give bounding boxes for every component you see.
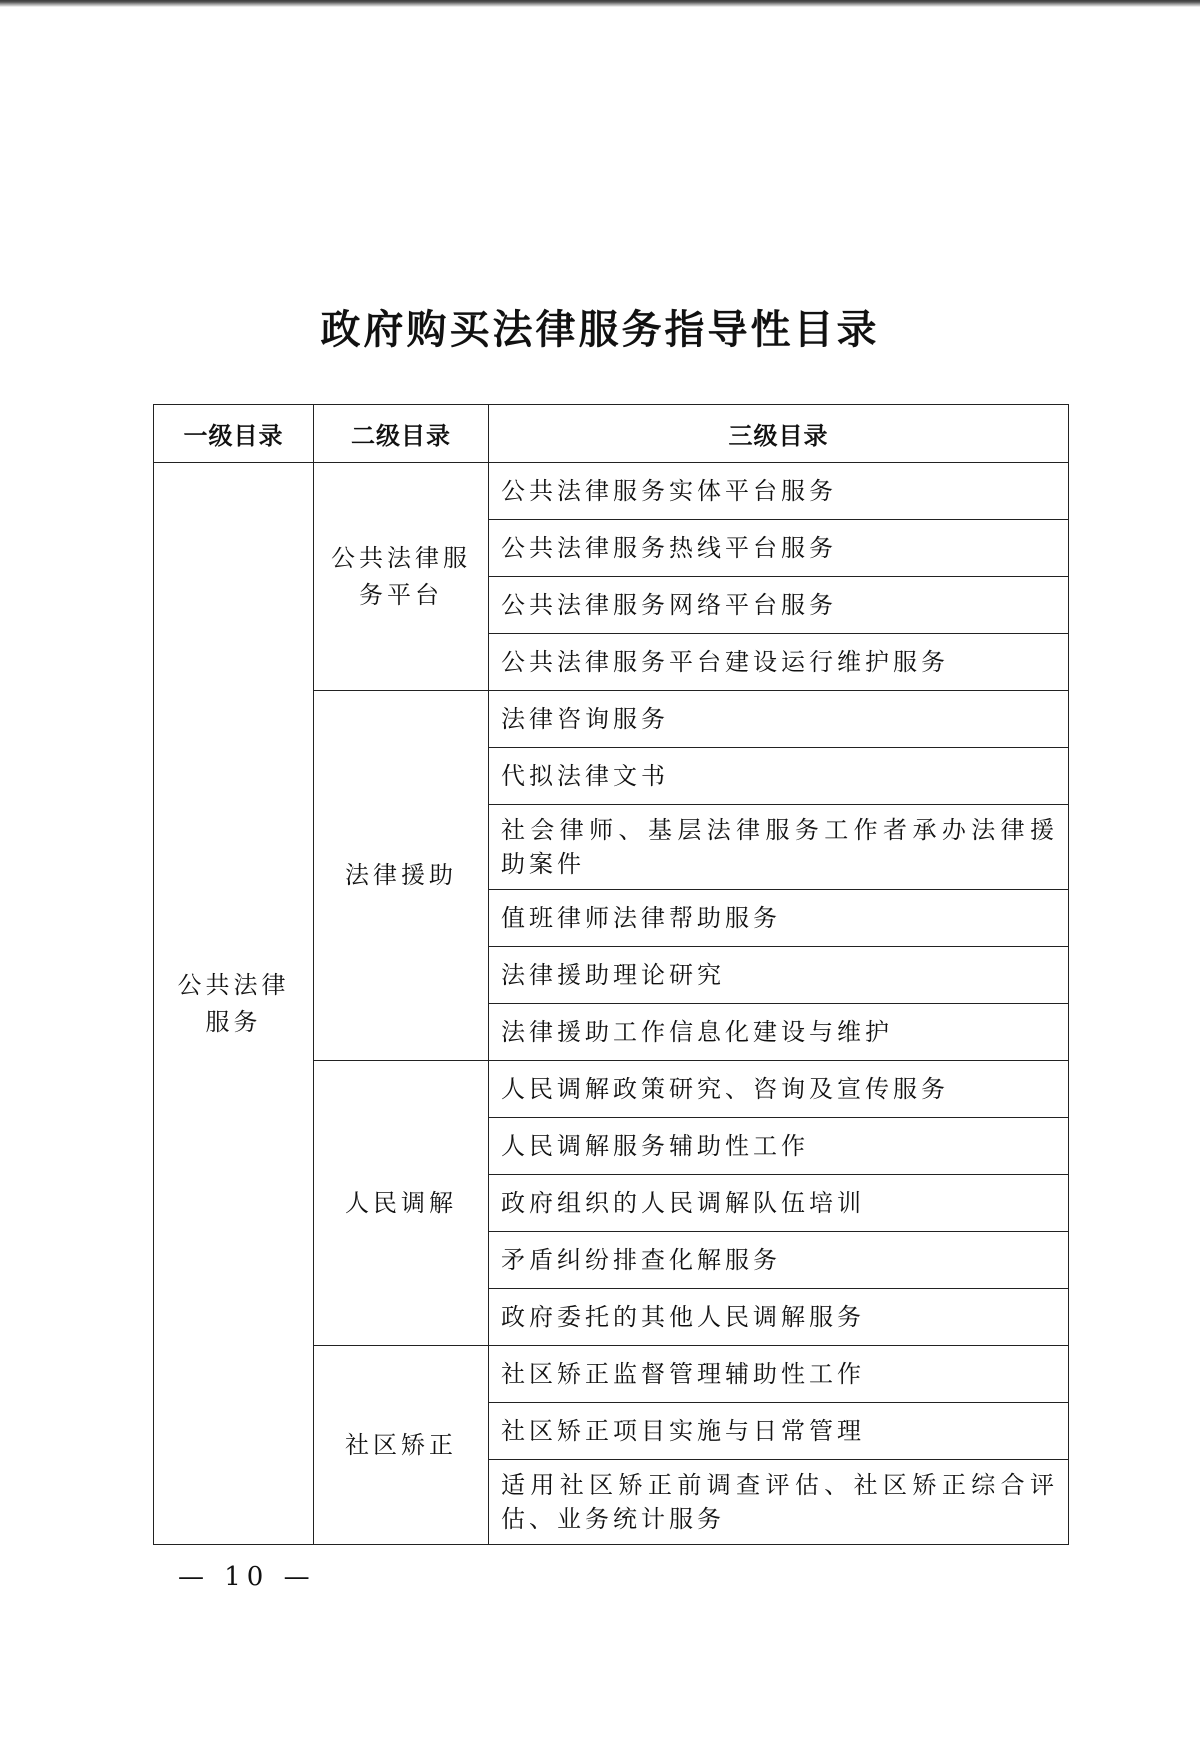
level3-cell: 法律援助工作信息化建设与维护	[489, 1004, 1069, 1061]
level3-cell: 值班律师法律帮助服务	[489, 890, 1069, 947]
level3-cell: 法律援助理论研究	[489, 947, 1069, 1004]
header-level-1: 一级目录	[154, 405, 314, 463]
level3-cell: 公共法律服务网络平台服务	[489, 577, 1069, 634]
level3-cell: 政府组织的人民调解队伍培训	[489, 1175, 1069, 1232]
header-row	[154, 405, 1069, 463]
document-title: 政府购买法律服务指导性目录	[320, 307, 880, 353]
header-level-3: 三级目录	[489, 405, 1069, 463]
level3-cell: 矛盾纠纷排查化解服务	[489, 1232, 1069, 1289]
level3-cell: 社区矫正监督管理辅助性工作	[489, 1346, 1069, 1403]
level3-cell: 代拟法律文书	[489, 748, 1069, 805]
level2-label: 公共法律服务平台	[331, 543, 471, 609]
level1-cell	[154, 463, 314, 1545]
level3-cell: 社会律师、基层法律服务工作者承办法律援助案件	[489, 805, 1069, 890]
level3-cell: 政府委托的其他人民调解服务	[489, 1289, 1069, 1346]
table-row	[154, 463, 1069, 520]
level3-cell: 公共法律服务热线平台服务	[489, 520, 1069, 577]
catalog-table	[153, 404, 1069, 1545]
page-number: — 10 —	[178, 1562, 316, 1592]
scan-top-edge	[0, 0, 1200, 7]
level2-cell-legal-aid	[314, 691, 489, 1061]
level3-cell: 公共法律服务实体平台服务	[489, 463, 1069, 520]
level2-cell-mediation	[314, 1061, 489, 1346]
level2-label: 人民调解	[345, 1188, 457, 1217]
level3-cell: 法律咨询服务	[489, 691, 1069, 748]
level3-cell: 公共法律服务平台建设运行维护服务	[489, 634, 1069, 691]
level3-cell: 社区矫正项目实施与日常管理	[489, 1403, 1069, 1460]
header-level-2: 二级目录	[314, 405, 489, 463]
level2-cell-platform	[314, 463, 489, 691]
level2-label: 社区矫正	[345, 1430, 457, 1459]
level3-cell: 人民调解政策研究、咨询及宣传服务	[489, 1061, 1069, 1118]
level3-cell: 人民调解服务辅助性工作	[489, 1118, 1069, 1175]
level1-label: 公共法律服务	[177, 970, 290, 1036]
level2-cell-community-correction	[314, 1346, 489, 1545]
level2-label: 法律援助	[345, 861, 457, 889]
level3-cell: 适用社区矫正前调查评估、社区矫正综合评估、业务统计服务	[489, 1460, 1069, 1545]
